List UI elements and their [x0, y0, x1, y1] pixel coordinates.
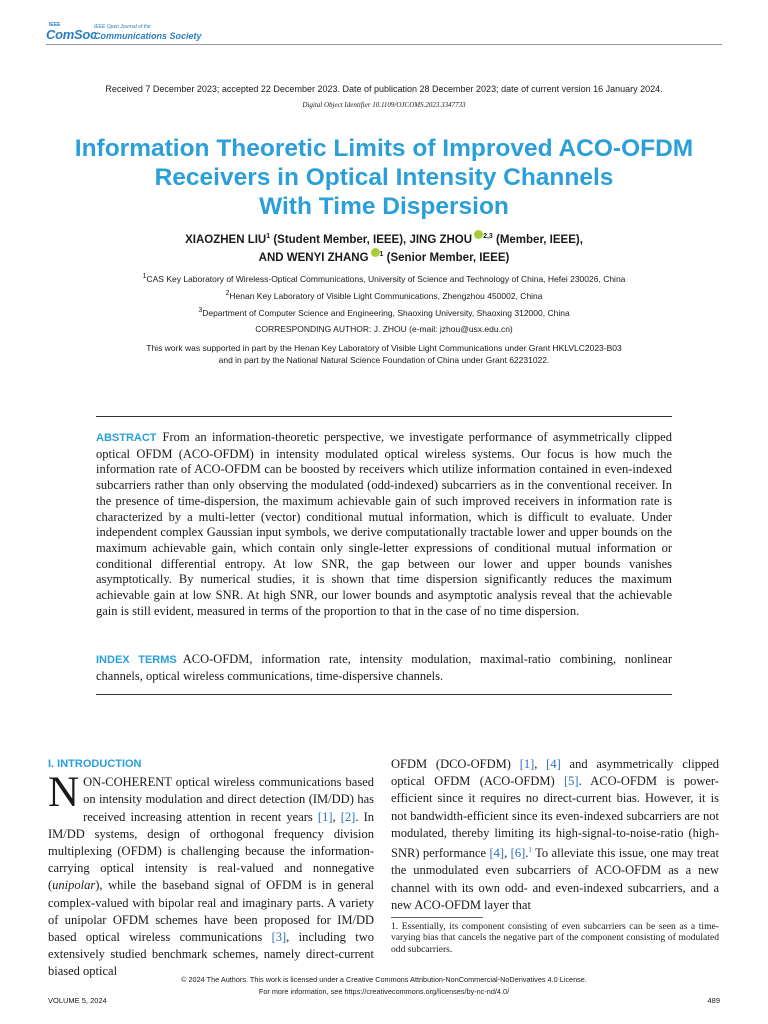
corresponding-author: CORRESPONDING AUTHOR: J. ZHOU (e-mail: jzhou@usx.edu.cn)	[255, 324, 513, 334]
affiliation-3	[0, 307, 768, 318]
body-text: and asymmetrically clipped optical OFDM (ACO-OFDM)	[391, 757, 719, 789]
affil-text: Henan Key Laboratory of Visible Light Communications, Zhengzhou 450002, China	[229, 290, 543, 301]
page-number: 489	[707, 996, 720, 1005]
author-name: WENYI ZHANG	[286, 252, 369, 264]
affil-number: 1	[142, 273, 147, 280]
author-line-1	[0, 230, 768, 246]
affiliation-2	[0, 290, 768, 301]
body-text: To alleviate this issue, one may treat the unmodulated even subcarriers of ACO-OFDM as a new channel with its own odd- and even-indexed subcarriers, and a new ACO-OFDM layer that	[391, 846, 719, 912]
title-line: Receivers in Optical Intensity Channels	[154, 164, 614, 191]
footnote-rule	[391, 917, 483, 918]
license-link[interactable]: For more information, see https://creativecommons.org/licenses/by-nc-nd/4.0/	[258, 987, 510, 996]
author-name: JING ZHOU	[409, 234, 473, 246]
body-text: OFDM (DCO-OFDM)	[391, 757, 520, 771]
citation-link[interactable]: [2]	[340, 809, 356, 824]
funding-line-1: This work was supported in part by the Henan Key Laboratory of Visible Light Communications under Grant HKLVLC2023-B03	[146, 343, 622, 353]
body-text: . In IM/DD systems, design of orthogonal frequency division multiplexing (OFDM) is challenging because the information-carrying optical intensity is real-valued and nonnegative (	[48, 809, 375, 893]
license-notice	[0, 974, 768, 998]
journal-logo	[46, 22, 202, 44]
body-text-italic: unipolar	[52, 878, 96, 893]
abstract-heading: ABSTRACT	[96, 432, 157, 444]
affil-text: Department of Computer Science and Engineering, Shaoxing University, Shaoxing 312000, China	[202, 307, 570, 318]
paper-title	[40, 134, 728, 221]
citation-link[interactable]: [4]	[489, 846, 505, 861]
author-affil-mark: 1	[379, 251, 384, 259]
affil-text: CAS Key Laboratory of Wireless-Optical Communications, University of Science and Technology of China, Hefei 230026, China	[146, 273, 626, 284]
affiliation-1	[0, 273, 768, 284]
citation-link[interactable]: [1]	[317, 809, 333, 824]
left-column	[48, 756, 374, 981]
affil-number: 2	[225, 290, 230, 297]
body-text: , including two extensively studied benchmark schemes, namely direct-current biased optical	[48, 930, 375, 979]
author-affil-mark: 2,3	[483, 233, 493, 241]
orcid-icon[interactable]	[371, 248, 380, 257]
drop-cap: N	[48, 769, 80, 817]
citation-link[interactable]: [1]	[519, 757, 535, 771]
body-text: ,	[504, 846, 511, 861]
received-dates: Received 7 December 2023; accepted 22 December 2023. Date of publication 28 December 2023; date of current version 16 January 2024.	[105, 84, 663, 94]
body-text: .	[525, 846, 529, 861]
right-column	[391, 756, 719, 914]
abstract-text: From an information-theoretic perspective, we investigate performance of asymmetrically clipped optical OFDM (ACO-OFDM) in intensity modulated optical wireless systems. Our focus is how much the information rate of ACO-OFDM can be boosted by receivers which utilize information contained in even-indexed subcarriers rather than only observing the modulated (odd-indexed) subcarriers as in the conventional receiver. In the presence of time-dispersion, the maximum achievable gain of such improved receivers in information rate is characterized by a multi-letter (vector) conditional mutual information, which is difficult to evaluate. Under independent complex Gaussian input symbols, we derive computationally tractable lower and upper bounds on the maximum achievable gain, which contain only single-letter expressions of conditional mutual information or conditional differential entropy. At low SNR, the gap between our lower and upper bounds vanishes asymptotically. By numerical studies, it is shown that time dispersion significantly reduces the maximum achievable gain at low SNR. At high SNR, our lower bounds and asymptotic analysis reveal that the achievable gain is still evident, measured in terms of the proportion to that in the case of no time dispersion.	[96, 430, 672, 618]
body-text: optical wireless communications based on intensity modulation and direct detection (IM/DD) has received increasing attention in recent years	[83, 775, 374, 824]
logo-comsoc-text: ComSoc	[46, 27, 97, 42]
citation-link[interactable]: [3]	[271, 930, 287, 945]
doi: Digital Object Identifier 10.1109/OJCOMS.2023.3347733	[302, 101, 466, 109]
footnote-marker[interactable]: 1	[528, 846, 532, 855]
citation-link[interactable]: [6]	[510, 846, 526, 861]
section-heading: I. INTRODUCTION	[48, 758, 142, 770]
journal-subtitle: IEEE Open Journal of the	[94, 24, 151, 30]
funding-line-2: and in part by the National Natural Science Foundation of China under Grant 62231022.	[218, 355, 550, 365]
logo-ieee-text: IEEE	[49, 22, 61, 28]
author-affil-mark: 1	[266, 233, 271, 241]
author-and: AND	[258, 252, 287, 264]
footnote: 1. Essentially, its component consisting of even subcarriers can be seen as a time-varying bias that cancels the negative part of the component consisting of modulated odd subcarriers.	[391, 921, 719, 955]
header-divider	[46, 44, 722, 45]
index-terms-text: ACO-OFDM, information rate, intensity modulation, maximal-ratio combining, nonlinear channels, optical wireless communications, time-dispersive channels.	[96, 652, 672, 683]
author-role: (Senior Member, IEEE)	[383, 252, 510, 264]
affil-number: 3	[198, 307, 203, 314]
orcid-icon[interactable]	[474, 230, 483, 239]
body-text: ), while the baseband signal of OFDM is in general complex-valued with bipolar real and imaginary parts. A variety of unipolar OFDM schemes have been proposed for IM/DD based optical wireless communications	[48, 878, 374, 945]
author-role: (Student Member, IEEE),	[270, 234, 410, 246]
title-line: Information Theoretic Limits of Improved ACO-OFDM	[74, 135, 694, 162]
abstract-top-rule	[96, 416, 672, 417]
index-terms	[96, 651, 672, 684]
citation-link[interactable]: [5]	[563, 774, 579, 789]
index-terms-heading: INDEX TERMS	[96, 654, 177, 666]
body-text: ,	[332, 809, 341, 824]
abstract	[96, 430, 672, 619]
citation-link[interactable]: [4]	[546, 757, 561, 771]
author-name: XIAOZHEN LIU	[185, 234, 267, 246]
author-role: (Member, IEEE),	[492, 234, 583, 246]
body-text: . ACO-OFDM is power-efficient since it requires no direct-current bias. However, it is not bandwidth-efficient since its even-indexed subcarriers are not modulated, thereby limiting its high-signal-to-noise-ratio (high-SNR) performance	[391, 774, 719, 861]
title-line: With Time Dispersion	[259, 193, 509, 220]
journal-name: Communications Society	[94, 31, 202, 41]
volume-info: VOLUME 5, 2024	[48, 996, 107, 1005]
author-line-2	[0, 248, 768, 264]
body-text: ,	[534, 757, 547, 771]
abstract-bottom-rule	[96, 694, 672, 695]
lead-text: ON-COHERENT	[83, 775, 172, 790]
license-line: © 2024 The Authors. This work is licensed under a Creative Commons Attribution-NonCommercial-NoDerivatives 4.0 License.	[181, 975, 587, 984]
